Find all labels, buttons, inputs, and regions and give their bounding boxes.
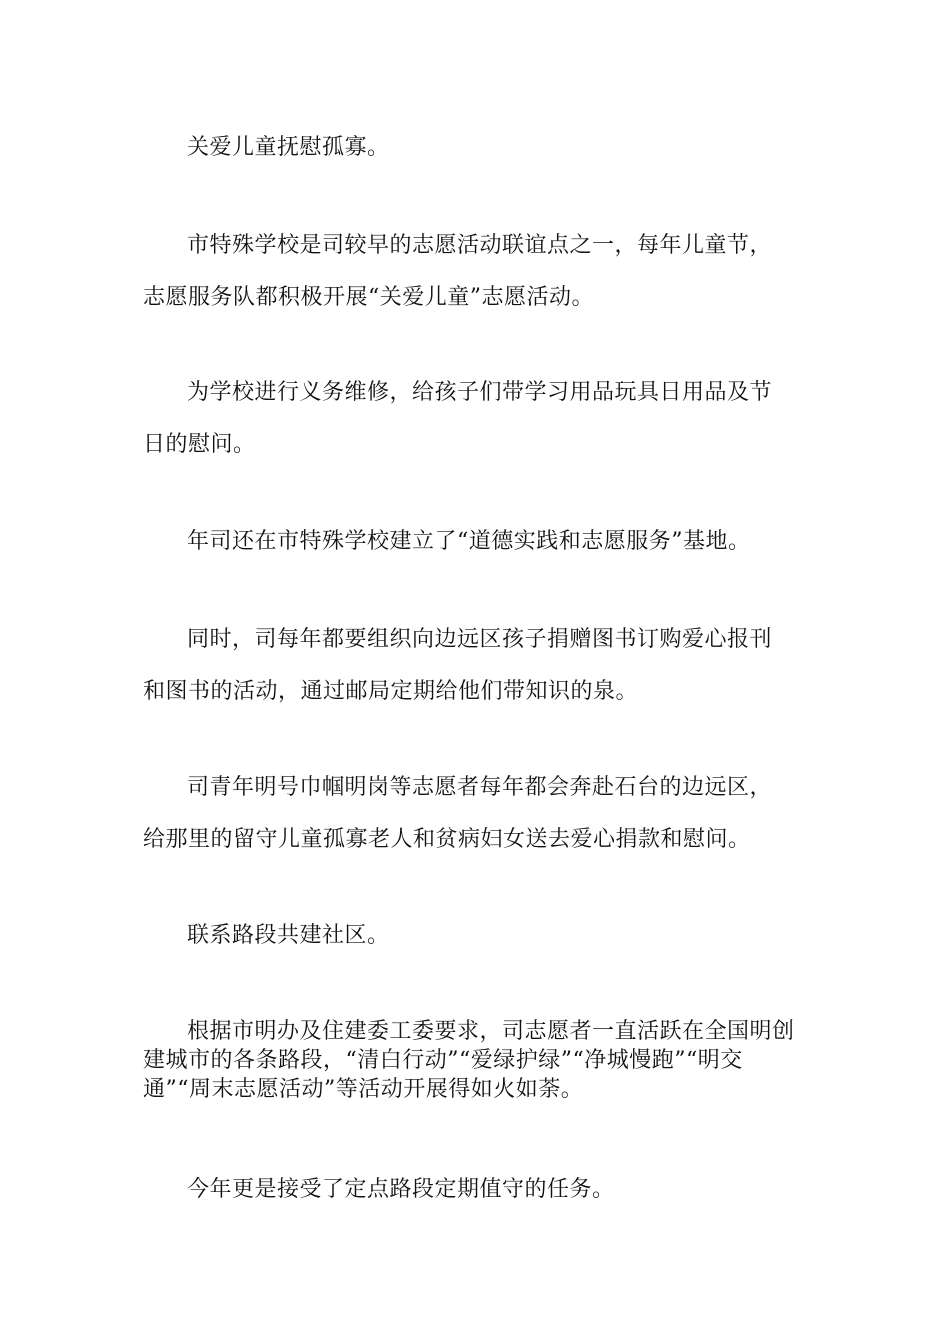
paragraph-heading-community: 联系路段共建社区。 <box>187 923 390 948</box>
paragraph-youth-volunteers: 司青年明号巾帼明岗等志愿者每年都会奔赴石台的边远区，给那里的留守儿童孤寡老人和贫病妇女送去爱心捐款和慰问。 <box>143 775 773 852</box>
paragraph-special-school: 市特殊学校是司较早的志愿活动联谊点之一，每年儿童节，志愿服务队都积极开展“关爱儿童”志愿活动。 <box>143 233 773 310</box>
paragraph-school-repair: 为学校进行义务维修，给孩子们带学习用品玩具日用品及节日的慰问。 <box>143 380 773 457</box>
paragraph-heading-care-children: 关爱儿童抚慰孤寡。 <box>187 135 390 160</box>
paragraph-book-donation: 同时，司每年都要组织向边远区孩子捐赠图书订购爱心报刊和图书的活动，通过邮局定期给他们带知识的泉。 <box>143 627 773 704</box>
paragraph-base-established: 年司还在市特殊学校建立了“道德实践和志愿服务”基地。 <box>187 529 751 554</box>
paragraph-city-activities: 根据市明办及住建委工委要求，司志愿者一直活跃在全国明创建城市的各条路段，“清白行动”“爱绿护绿”“净城慢跑”“明交通”“周末志愿活动”等活动开展得如火如荼。 <box>143 1019 795 1102</box>
paragraph-road-duty: 今年更是接受了定点路段定期值守的任务。 <box>187 1177 615 1202</box>
